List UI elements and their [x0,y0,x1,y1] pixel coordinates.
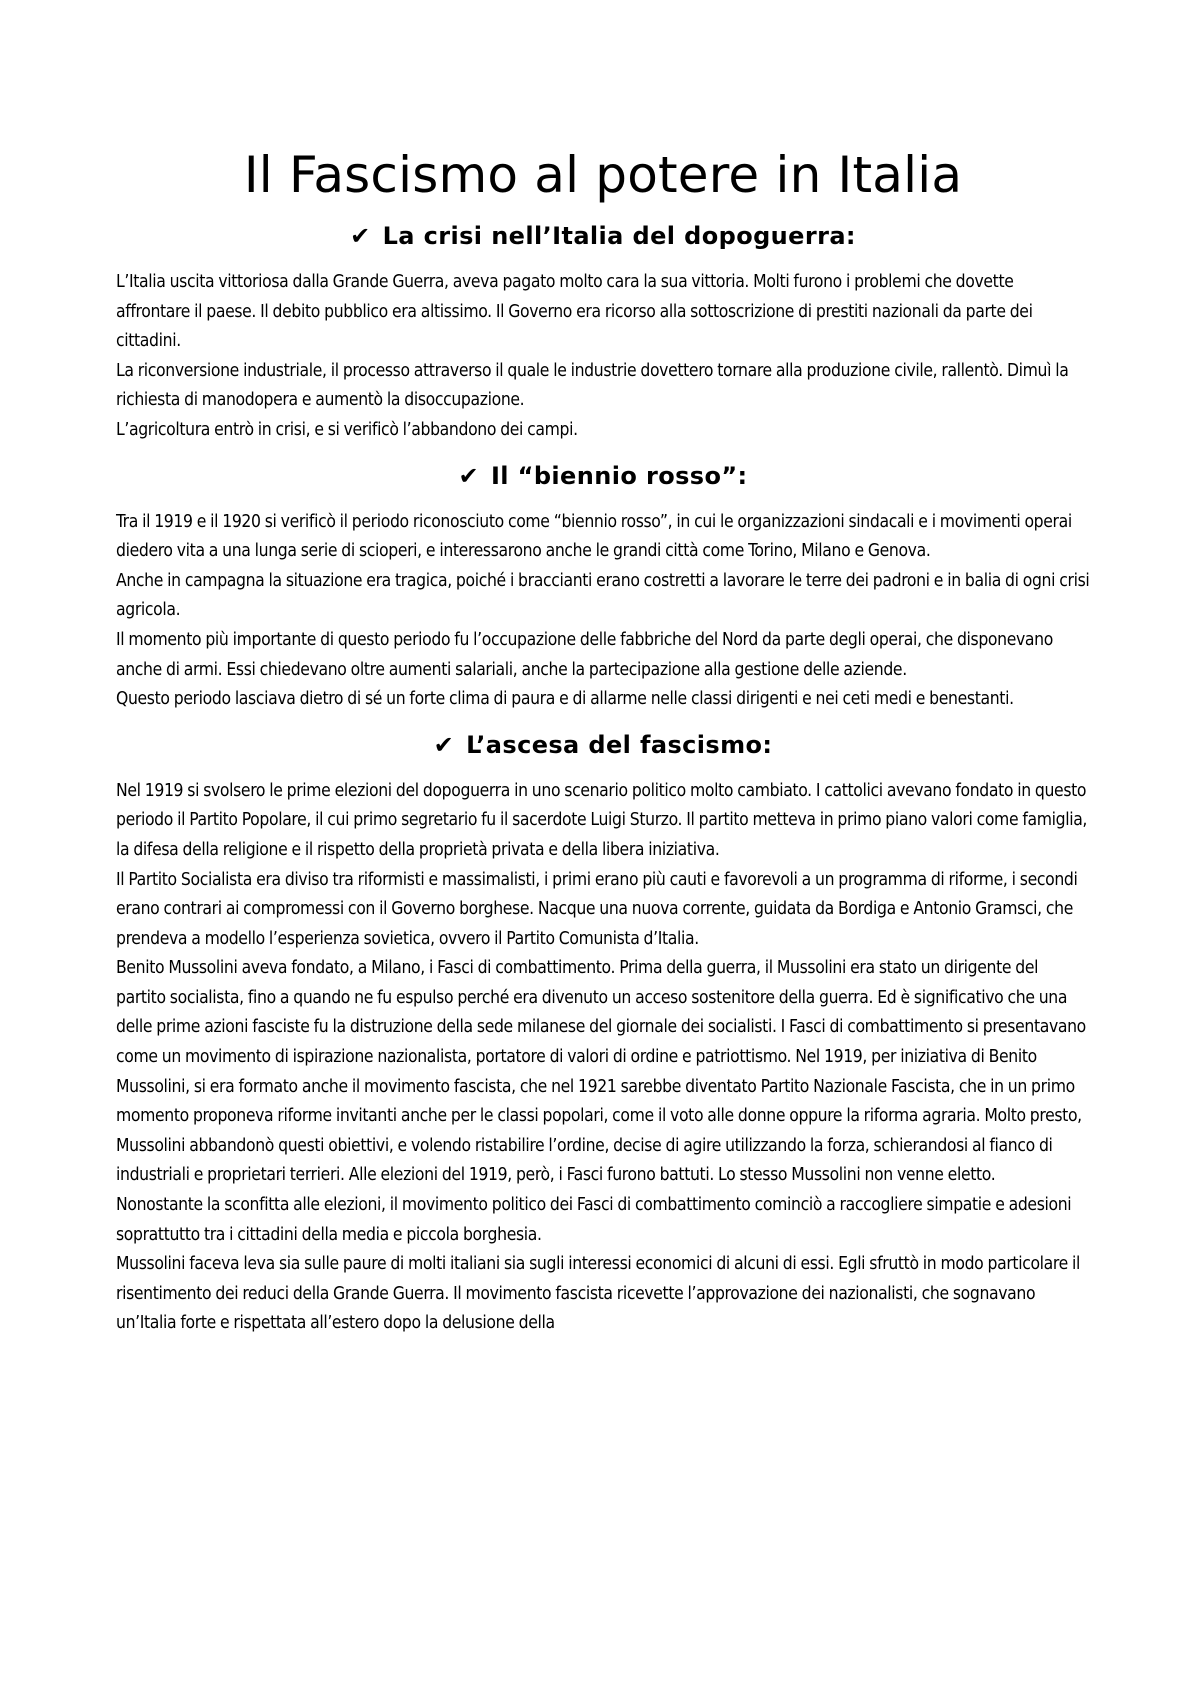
paragraph: Il Partito Socialista era diviso tra riformisti e massimalisti, i primi erano più cauti e favorevoli a un programma di riforme, i secondi erano contrari ai compromessi con il Governo borghese. Nacque una nuova corrente, guidata da Bordiga e Antonio Gramsci, che prendeva a modello l’esperienza sovietica, ovvero il Partito Comunista d’Italia. [116,869,1078,949]
paragraph: Anche in campagna la situazione era tragica, poiché i braccianti erano costretti a lavorare le terre dei padroni e in balia di ogni crisi agricola. [116,570,1090,621]
section-heading-label: L’ascesa del fascismo: [466,730,773,759]
paragraph: Nonostante la sconfitta alle elezioni, il movimento politico dei Fasci di combattimento cominciò a raccogliere simpatie e adesioni soprattutto tra i cittadini della media e piccola borghesia. [116,1195,1072,1245]
paragraph: Questo periodo lasciava dietro di sé un forte clima di paura e di allarme nelle classi dirigenti e nei ceti medi e benestanti. [116,689,1014,710]
section-heading-label: Il “biennio rosso”: [490,461,748,490]
paragraph: L’agricoltura entrò in crisi, e si verificò l’abbandono dei campi. [116,419,578,440]
paragraph: Mussolini faceva leva sia sulle paure di molti italiani sia sugli interessi economici di alcuni di essi. Egli sfruttò in modo particolare il risentimento dei reduci della Grande Guerra. Il movimento fascista ricevette l’approvazione dei nazionalisti, che sognavano un’Italia forte e rispettata all’estero dopo la delusione della [116,1254,1080,1334]
paragraph: Tra il 1919 e il 1920 si verificò il periodo riconosciuto come “biennio rosso”, in cui le organizzazioni sindacali e i movimenti operai diedero vita a una lunga serie di scioperi, e interessarono anche le grandi città come Torino, Milano e Genova. [116,511,1072,562]
paragraph: Benito Mussolini aveva fondato, a Milano, i Fasci di combattimento. Prima della guerra, il Mussolini era stato un dirigente del partito socialista, fino a quando ne fu espulso perché era divenuto un acceso sostenitore della guerra. Ed è significativo che una delle prime azioni fasciste fu la distruzione della sede milanese del giornale dei socialisti. I Fasci di combattimento si presentavano come un movimento di ispirazione nazionalista, portatore di valori di ordine e patriottismo. Nel 1919, per iniziativa di Benito Mussolini, si era formato anche il movimento fascista, che nel 1921 sarebbe diventato Partito Nazionale Fascista, che in un primo momento proponeva riforme invitanti anche per le classi popolari, come il voto alle donne oppure la riforma agraria. Molto presto, Mussolini abbandonò questi obiettivi, e volendo ristabilire l’ordine, decise di agire utilizzando la forza, schierandosi al fianco di industriali e proprietari terrieri. Alle elezioni del 1919, però, i Fasci furono battuti. Lo stesso Mussolini non venne eletto. [116,958,1086,1186]
document-title: Il Fascismo al potere in Italia [243,146,963,204]
paragraph: L’Italia uscita vittoriosa dalla Grande Guerra, aveva pagato molto cara la sua vittoria. Molti furono i problemi che dovette affrontare il paese. Il debito pubblico era altissimo. Il Governo era ricorso alla sottoscrizione di prestiti nazionali da parte dei cittadini. [116,272,1033,352]
section-heading-biennio-rosso [116,461,1090,491]
paragraph: Il momento più importante di questo periodo fu l’occupazione delle fabbriche del Nord da parte degli operai, che disponevano anche di armi. Essi chiedevano oltre aumenti salariali, anche la partecipazione alla gestione delle aziende. [116,629,1053,680]
paragraph: La riconversione industriale, il processo attraverso il quale le industrie dovettero tornare alla produzione civile, rallentò. Dimuì la richiesta di manodopera e aumentò la disoccupazione. [116,360,1069,411]
section-body-crisi [116,268,1090,446]
document-content [116,145,1090,1339]
section-body-ascesa-fascismo [116,777,1090,1339]
section-body-biennio-rosso [116,508,1090,715]
check-mark-icon: ✔ [433,730,455,759]
section-heading-label: La crisi nell’Italia del dopoguerra: [382,222,856,250]
check-mark-icon: ✔ [458,461,479,490]
check-mark-icon: ✔ [350,222,371,250]
paragraph: Nel 1919 si svolsero le prime elezioni del dopoguerra in uno scenario politico molto cambiato. I cattolici avevano fondato in questo periodo il Partito Popolare, il cui primo segretario fu il sacerdote Luigi Sturzo. Il partito metteva in primo piano valori come famiglia, la difesa della religione e il rispetto della proprietà privata e della libera iniziativa. [116,780,1088,860]
section-heading-ascesa-fascismo [116,730,1090,760]
section-heading-crisi [116,221,1090,251]
